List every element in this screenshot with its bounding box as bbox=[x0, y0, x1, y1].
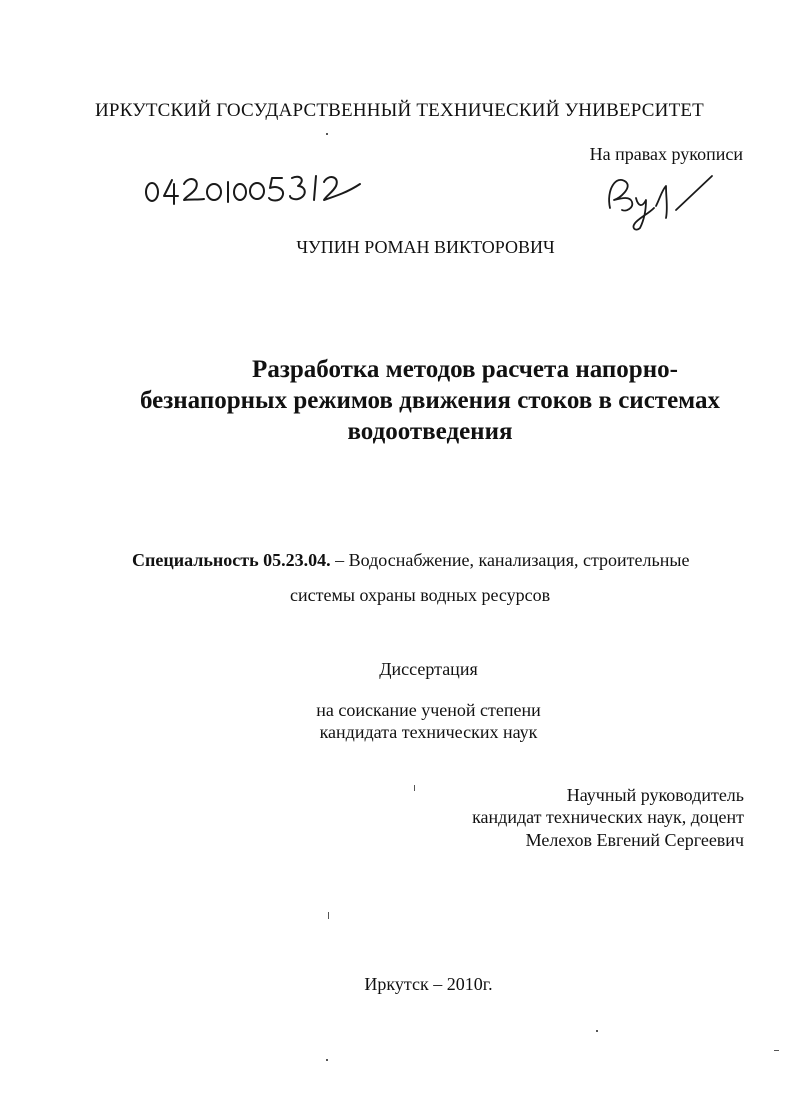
document-type: Диссертация bbox=[379, 659, 478, 679]
author-name: ЧУПИН РОМАН ВИКТОРОВИЧ bbox=[296, 237, 555, 257]
degree-line-1: на соискание ученой степени bbox=[316, 700, 541, 720]
scan-speck bbox=[774, 1050, 779, 1051]
scan-speck bbox=[414, 785, 415, 791]
scan-speck bbox=[596, 1030, 598, 1032]
scan-speck bbox=[328, 912, 329, 919]
title-line-3: водоотведения bbox=[347, 418, 513, 445]
handwritten-archive-number bbox=[140, 166, 370, 214]
degree-line-2: кандидата технических наук bbox=[319, 722, 538, 742]
supervisor-name: Мелехов Евгений Сергеевич bbox=[525, 830, 744, 850]
manuscript-rights-note: На правах рукописи bbox=[589, 144, 743, 164]
supervisor-role: Научный руководитель bbox=[566, 785, 744, 805]
handwritten-signature bbox=[596, 168, 716, 236]
supervisor-title: кандидат технических наук, доцент bbox=[472, 807, 744, 827]
specialty-text-1: Водоснабжение, канализация, строительные bbox=[348, 550, 690, 570]
specialty-text-2: системы охраны водных ресурсов bbox=[290, 585, 551, 605]
dissertation-title bbox=[90, 354, 770, 447]
specialty-line bbox=[132, 550, 689, 571]
specialty-label: Специальность 05.23.04. bbox=[132, 550, 331, 570]
specialty-dash: – bbox=[330, 550, 349, 570]
title-line-2: безнапорных режимов движения стоков в системах bbox=[139, 387, 721, 414]
scan-speck bbox=[326, 133, 328, 135]
city-year: Иркутск – 2010г. bbox=[364, 974, 493, 994]
scan-speck bbox=[326, 1059, 328, 1061]
title-line-1: Разработка методов расчета напорно- bbox=[252, 356, 678, 383]
university-name: ИРКУТСКИЙ ГОСУДАРСТВЕННЫЙ ТЕХНИЧЕСКИЙ УНИВЕРСИТЕТ bbox=[95, 100, 704, 121]
